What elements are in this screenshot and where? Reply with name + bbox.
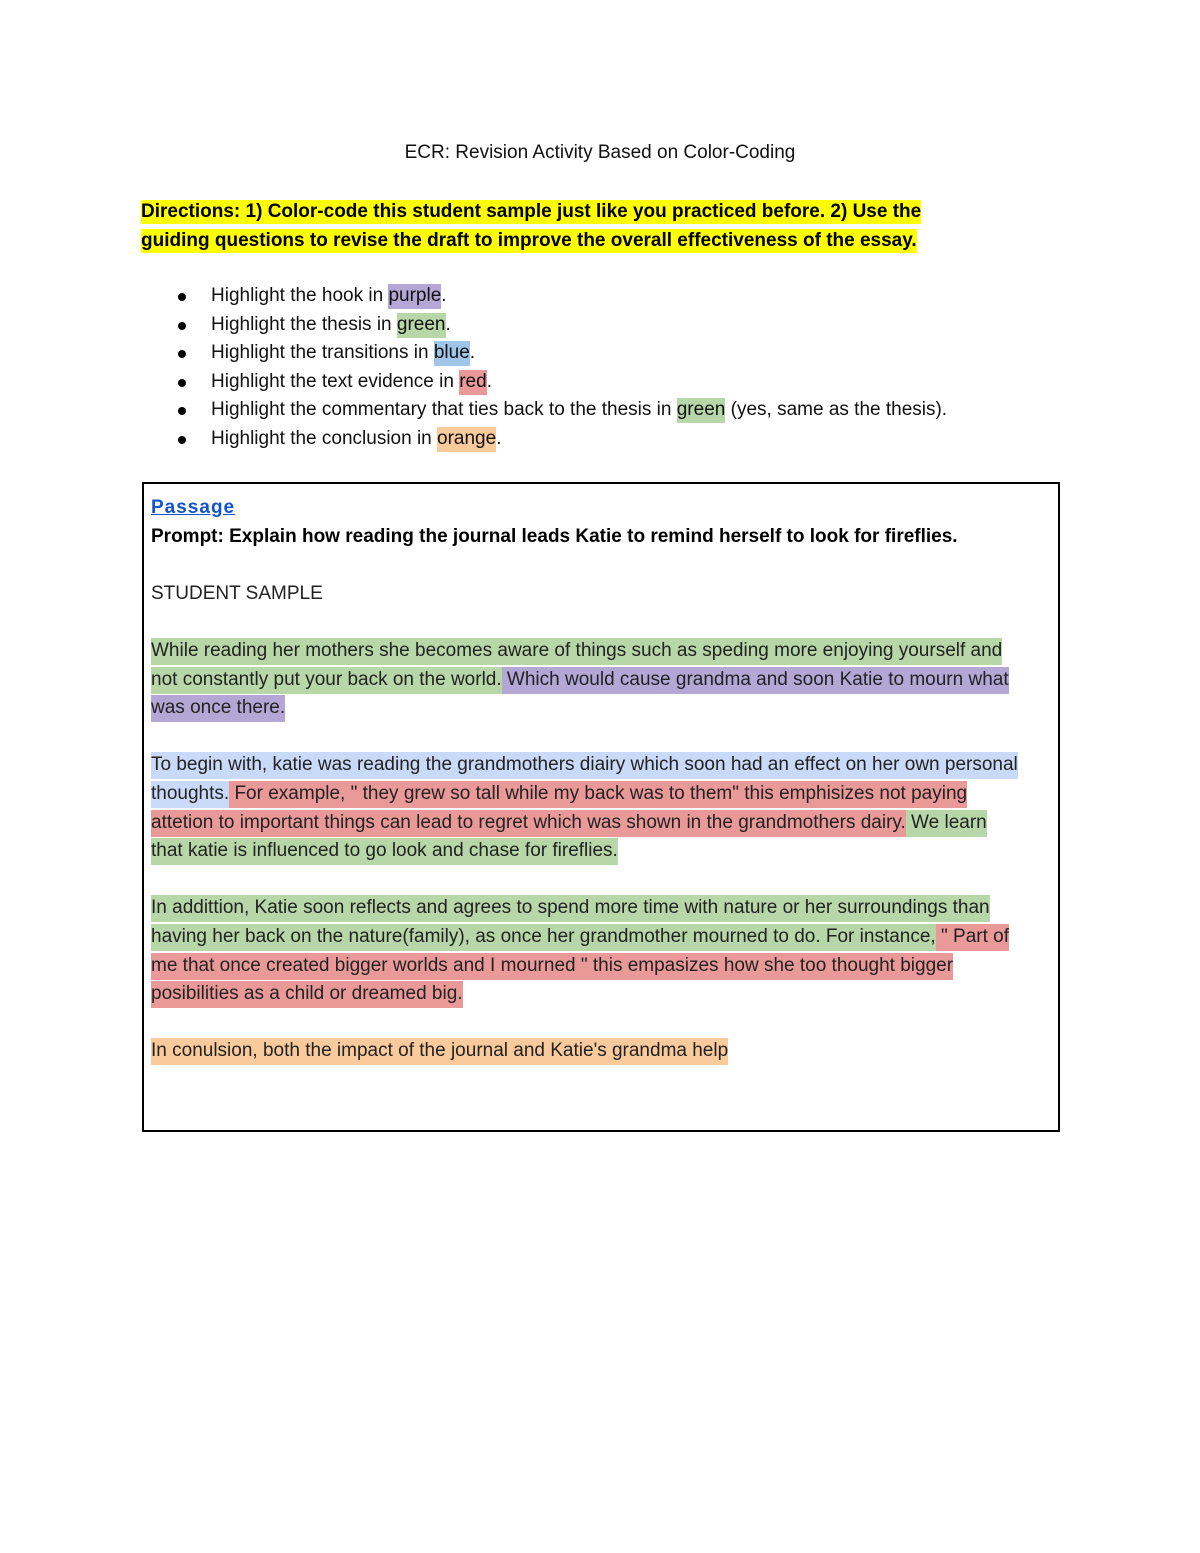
bullet-icon — [178, 322, 186, 330]
transition-highlight: To begin with, katie was reading the grandmothers diairy which soon had an effect on her own personal thoughts. — [151, 752, 1018, 808]
commentary-highlight: In addittion, Katie soon reflects and agrees to spend more time with nature or her surroundings than having her back on the nature(family), as once her grandmother mourned to do. For instance, — [151, 895, 990, 951]
hook-highlight: Which would cause grandma and soon Katie to mourn what was once there. — [151, 667, 1009, 723]
bullet-icon — [178, 379, 186, 387]
document-title: ECR: Revision Activity Based on Color-Coding — [404, 142, 796, 163]
orange-swatch: orange — [437, 427, 496, 452]
paragraph-body-2 — [151, 894, 1021, 1008]
bullet-icon — [178, 350, 186, 358]
prompt-text: Prompt: Explain how reading the journal leads Katie to remind herself to look for fireflies. — [151, 525, 958, 547]
passage-box — [142, 482, 1060, 1132]
purple-swatch: purple — [388, 284, 441, 309]
list-item: Highlight the hook in purple. — [141, 282, 1081, 311]
conclusion-highlight: In conulsion, both the impact of the journal and Katie's grandma help — [151, 1038, 728, 1065]
evidence-highlight: " Part of me that once created bigger worlds and I mourned " this empasizes how she too thought bigger posibilities as a child or dreamed big. — [151, 924, 1009, 1008]
list-item: Highlight the text evidence in red. — [141, 368, 1081, 397]
green-swatch: green — [397, 313, 446, 338]
blue-swatch: blue — [434, 341, 470, 366]
directions-line-2: guiding questions to revise the draft to improve the overall effectiveness of the essay. — [141, 229, 917, 251]
passage-content — [151, 494, 1021, 1066]
bullet-icon — [178, 436, 186, 444]
paragraph-body-1 — [151, 751, 1021, 865]
commentary-highlight: We learn that katie is influenced to go look and chase for fireflies. — [151, 810, 987, 866]
passage-link[interactable]: Passage — [151, 497, 236, 518]
paragraph-conclusion — [151, 1037, 1021, 1066]
student-sample-label: STUDENT SAMPLE — [151, 582, 323, 604]
bullet-icon — [178, 293, 186, 301]
directions-line-1: Directions: 1) Color-code this student sample just like you practiced before. 2) Use the — [141, 201, 922, 222]
paragraph-introduction — [151, 637, 1021, 723]
thesis-highlight: While reading her mothers she becomes aware of things such as speding more enjoying yourself and not constantly put your back on the world. — [151, 638, 1002, 694]
directions — [141, 198, 1071, 255]
red-swatch: red — [459, 370, 486, 395]
bullet-icon — [178, 407, 186, 415]
evidence-highlight: For example, " they grew so tall while my back was to them" this emphisizes not paying attetion to important things can lead to regret which was shown in the grandmothers dairy. — [151, 781, 967, 837]
list-item: Highlight the commentary that ties back to the thesis in green (yes, same as the thesis). — [141, 396, 1081, 425]
green-swatch: green — [677, 398, 726, 423]
list-item: Highlight the transitions in blue. — [141, 339, 1081, 368]
list-item: Highlight the thesis in green. — [141, 311, 1081, 340]
color-key-list — [141, 282, 1081, 454]
list-item: Highlight the conclusion in orange. — [141, 425, 1081, 454]
